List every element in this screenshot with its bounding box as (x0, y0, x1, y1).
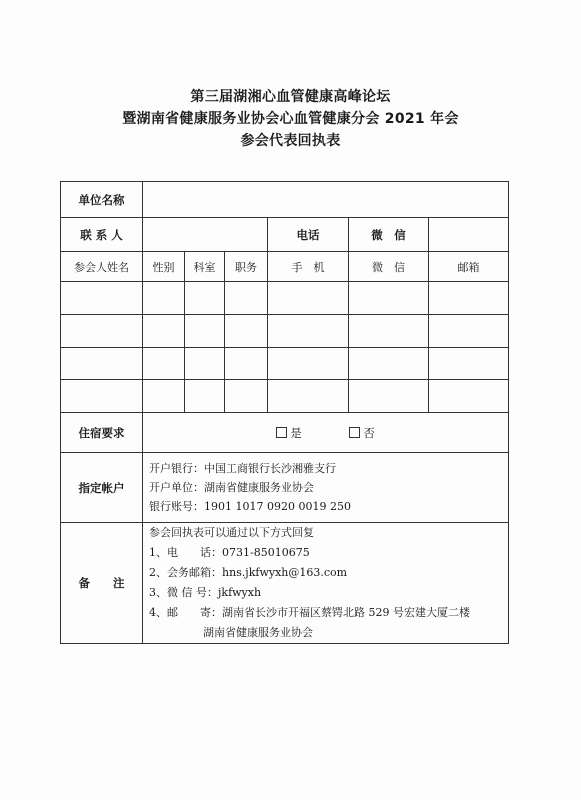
remarks-mail-recipient: 湖南省健康服务业协会 (203, 626, 313, 639)
account-bank: 开户银行：中国工商银行长沙湘雅支行 (149, 462, 336, 475)
attendee-cell[interactable] (61, 348, 143, 380)
attendee-cell[interactable] (225, 380, 268, 413)
remarks-email: 2、会务邮箱：hns.jkfwyxh@163.com (149, 566, 348, 579)
attendee-cell[interactable] (268, 282, 349, 315)
checkbox-icon[interactable] (276, 427, 287, 438)
account-holder: 开户单位：湖南省健康服务业协会 (149, 481, 314, 494)
lodging-options (143, 413, 509, 453)
attendee-cell[interactable] (225, 348, 268, 380)
attendee-cell[interactable] (349, 282, 429, 315)
account-label: 指定帐户 (61, 453, 143, 523)
remarks-phone: 1、电 话：0731-85010675 (149, 546, 310, 559)
wechat-field[interactable] (429, 218, 509, 252)
remarks-label: 备 注 (61, 523, 143, 644)
checkbox-icon[interactable] (349, 427, 360, 438)
title-line-1: 第三届湖湘心血管健康高峰论坛 (190, 89, 391, 105)
attendee-cell[interactable] (143, 282, 185, 315)
title-line-3: 参会代表回执表 (240, 133, 341, 149)
attendee-header-row (61, 252, 509, 282)
attendee-cell[interactable] (429, 315, 509, 348)
attendee-cell[interactable] (349, 315, 429, 348)
lodging-row (61, 413, 509, 453)
attendee-cell[interactable] (349, 348, 429, 380)
attendee-cell[interactable] (185, 315, 225, 348)
title-line-2: 暨湖南省健康服务业协会心血管健康分会 2021 年会 (122, 111, 459, 127)
attendee-cell[interactable] (143, 380, 185, 413)
col-header-name: 参会人姓名 (61, 252, 143, 282)
lodging-option-no[interactable]: 否 (349, 426, 375, 440)
attendee-cell[interactable] (268, 380, 349, 413)
remarks-row (61, 523, 509, 644)
attendee-cell[interactable] (185, 282, 225, 315)
attendee-cell[interactable] (429, 282, 509, 315)
col-header-position: 职务 (225, 252, 268, 282)
unit-name-label: 单位名称 (61, 182, 143, 218)
lodging-label: 住宿要求 (61, 413, 143, 453)
remarks-details (143, 523, 509, 644)
remarks-intro: 参会回执表可以通过以下方式回复 (149, 526, 314, 539)
attendee-cell[interactable] (61, 380, 143, 413)
attendee-cell[interactable] (185, 348, 225, 380)
col-header-mobile: 手 机 (268, 252, 349, 282)
attendee-cell[interactable] (61, 315, 143, 348)
col-header-email: 邮箱 (429, 252, 509, 282)
attendee-cell[interactable] (268, 348, 349, 380)
col-header-gender: 性别 (143, 252, 185, 282)
document-title-block (0, 86, 581, 152)
attendee-cell[interactable] (349, 380, 429, 413)
attendee-row (61, 348, 509, 380)
attendee-cell[interactable] (225, 282, 268, 315)
wechat-label: 微 信 (349, 218, 429, 252)
remarks-mail-address: 4、邮 寄：湖南省长沙市开福区蔡锷北路 529 号宏建大厦二楼 (149, 606, 470, 619)
attendee-cell[interactable] (143, 348, 185, 380)
lodging-option-yes[interactable]: 是 (276, 426, 305, 440)
attendee-cell[interactable] (61, 282, 143, 315)
contact-row (61, 218, 509, 252)
col-header-wechat: 微 信 (349, 252, 429, 282)
attendee-cell[interactable] (225, 315, 268, 348)
contact-person-label: 联 系 人 (61, 218, 143, 252)
attendee-cell[interactable] (429, 348, 509, 380)
unit-row (61, 182, 509, 218)
account-row (61, 453, 509, 523)
col-header-department: 科室 (185, 252, 225, 282)
phone-label: 电话 (268, 218, 349, 252)
contact-person-field[interactable] (143, 218, 268, 252)
attendee-cell[interactable] (429, 380, 509, 413)
account-number: 银行账号：1901 1017 0920 0019 250 (149, 500, 351, 513)
attendee-cell[interactable] (268, 315, 349, 348)
remarks-wechat: 3、微 信 号：jkfwyxh (149, 586, 262, 599)
attendee-row (61, 315, 509, 348)
account-details (143, 453, 509, 523)
attendee-cell[interactable] (185, 380, 225, 413)
attendee-cell[interactable] (143, 315, 185, 348)
attendee-row (61, 380, 509, 413)
registration-form-table (60, 181, 509, 644)
unit-name-field[interactable] (143, 182, 509, 218)
attendee-row (61, 282, 509, 315)
